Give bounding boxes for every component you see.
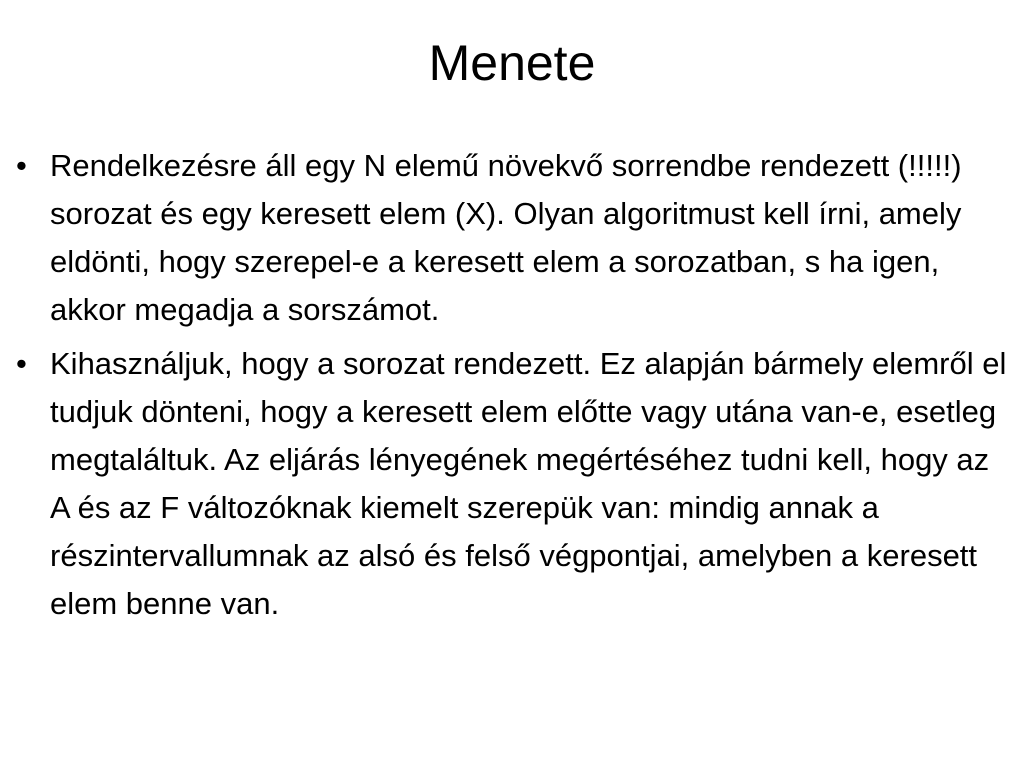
- slide-title: Menete: [428, 35, 596, 91]
- bullet-icon: •: [16, 148, 27, 183]
- bullet-item: [14, 340, 1014, 628]
- bullet-text: Rendelkezésre áll egy N elemű növekvő sorrendbe rendezett (!!!!!) sorozat és egy keresett elem (X). Olyan algoritmust kell írni, amely eldönti, hogy szerepel-e a keresett elem a sorozatban, s ha igen, akkor megadja a sorszámot.: [50, 148, 962, 327]
- bullet-icon: •: [16, 346, 27, 381]
- bullet-item: [14, 142, 1014, 334]
- bullet-text: Kihasználjuk, hogy a sorozat rendezett. Ez alapján bármely elemről el tudjuk dönteni, hogy a keresett elem előtte vagy utána van-e, esetleg megtaláltuk. Az eljárás lényegének megértéséhez tudni kell, hogy az A és az F változóknak kiemelt szerepük van: mindig annak a részintervallumnak az alsó és felső végpontjai, amelyben a keresett elem benne van.: [50, 346, 1007, 621]
- bullet-list: [14, 142, 1014, 634]
